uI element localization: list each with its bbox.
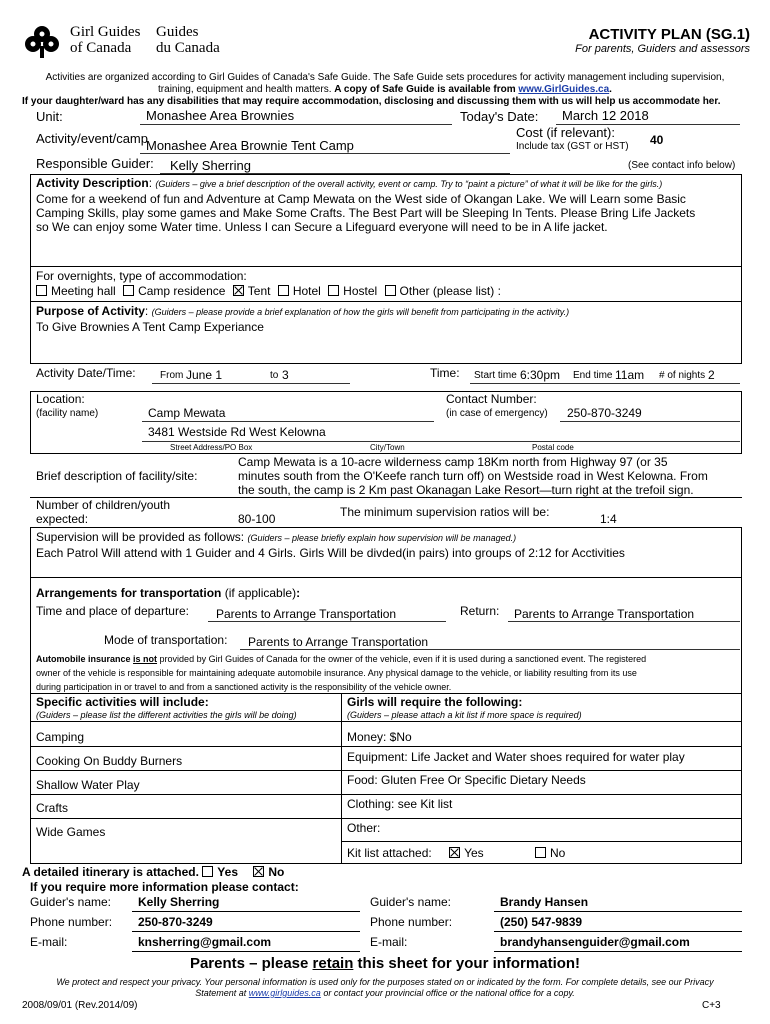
insurance-text-1: provided by Girl Guides of Canada for the owner of the vehicle, even if it is used during a sanctioned event. The registered [159,654,647,664]
itinerary-yes-option[interactable]: Yes [202,865,238,879]
mode-value: Parents to Arrange Transportation [248,635,429,649]
require-label: Girls will require the following: [347,695,523,709]
facility-line-1: Camp Mewata is a 10-acre wilderness camp 18Km north from Highway 97 (or 35 [238,455,668,469]
specific-item-5: Wide Games [36,825,106,839]
guider-value: Kelly Sherring [170,158,251,173]
checkbox-icon[interactable] [385,285,396,296]
itinerary-no-option[interactable]: No [253,865,284,879]
children-label-2: expected: [36,512,89,526]
specific-item-1: Camping [36,730,85,744]
contact-sub: (in case of emergency) [446,408,548,419]
guider1-name: Kelly Sherring [138,895,220,909]
kit-list-label: Kit list attached: [347,846,432,860]
option-other[interactable]: Other (please list) : [385,284,501,298]
description-hint: (Guiders – give a brief description of the overall activity, event or camp. Try to “paint a picture” of what it will be like for the girls.) [155,179,663,189]
itinerary-label: A detailed itinerary is attached. [22,865,199,879]
cost-sub: Include tax (GST or HST) [516,141,629,152]
checkbox-icon[interactable] [328,285,339,296]
checkbox-checked-icon[interactable] [449,847,460,858]
org-name-en-2: of Canada [70,40,132,56]
kit-yes-option[interactable]: Yes [449,846,484,860]
form-version: 2008/09/01 (Rev.2014/09) [22,1000,138,1011]
to-value: 3 [282,368,289,382]
start-value: 6:30pm [520,368,561,382]
nights-label: # of nights [659,370,706,381]
require-item-money: Money: $No [347,730,412,744]
from-value: June 1 [186,368,223,382]
guider1-phone-label: Phone number: [30,915,113,929]
intro-line-3: If your daughter/ward has any disabilities that may require accommodation, disclosing and discussing them with us will help us accommodate her. [22,96,721,107]
nights-value: 2 [708,368,715,382]
insurance-not: is not [133,654,158,664]
accommodation-options [36,284,501,298]
guider2-email[interactable]: brandyhansenguider@gmail.com [500,935,690,949]
intro-line-2-b: A copy of Safe Guide is available from [334,84,516,95]
supervision-label: Supervision will be provided as follows: [36,530,245,544]
contact-label: Contact Number: [446,392,537,406]
ratio-label: The minimum supervision ratios will be: [340,505,550,519]
date-value: March 12 2018 [562,108,649,123]
unit-label: Unit: [36,109,63,124]
guider1-name-label: Guider's name: [30,895,111,909]
description-line-2: Camping Skills, play some games and Make Some Crafts. The Best Part will be Sleeping In Tents. Please Bring Life Jackets [36,206,696,220]
specific-item-3: Shallow Water Play [36,778,140,792]
depart-value: Parents to Arrange Transportation [216,607,397,621]
end-value: 11am [615,368,645,382]
description-line-1: Come for a weekend of fun and Adventure at Camp Mewata on the West side of Okangan Lake. We will Learn some Basic [36,192,686,206]
checkbox-icon[interactable] [36,285,47,296]
org-name-fr-1: Guides [156,24,199,40]
date-label: Today's Date: [460,109,539,124]
return-value: Parents to Arrange Transportation [514,607,695,621]
children-label-1: Number of children/youth [36,498,171,512]
checkbox-checked-icon[interactable] [233,285,244,296]
location-sub: (facility name) [36,408,99,419]
option-camp-residence[interactable]: Camp residence [123,284,225,298]
retain-notice: Parents – please retain this sheet for your information! [189,955,581,972]
checkbox-checked-icon[interactable] [253,866,264,877]
intro-line-2: training, equipment and health matters. A copy of Safe Guide is available from www.GirlGuides.ca. [158,84,612,95]
cost-value: 40 [650,133,664,147]
option-hotel[interactable]: Hotel [278,284,321,298]
safe-guide-link[interactable]: www.GirlGuides.ca [518,84,610,95]
guider1-email[interactable]: knsherring@gmail.com [138,935,272,949]
itinerary-row [22,865,284,879]
transport-label: Arrangements for transportation [36,586,222,600]
purpose-heading: Purpose of Activity: (Guiders – please provide a brief explanation of how the girls will benefit from participating in the activity.) [36,304,570,318]
specific-label: Specific activities will include: [36,695,209,709]
accommodation-label: For overnights, type of accommodation: [36,269,247,283]
guider1-phone: 250-870-3249 [138,915,213,929]
insurance-bold: Automobile insurance [36,654,131,664]
insurance-line-2: owner of the vehicle is responsible for maintaining adequate automobile insurance. Any physical damage to the vehicle, or liability resulting from its use [36,668,637,678]
return-label: Return: [460,604,500,618]
privacy-line-1: We protect and respect your privacy. Your personal information is used only for the purposes stated on or indicated by the form. For complete details, see our Privacy [56,977,714,987]
depart-label: Time and place of departure: [36,604,189,618]
guider-note: (See contact info below) [628,160,736,171]
location-value: Camp Mewata [148,406,226,420]
guider1-email-label: E-mail: [30,935,68,949]
supervision-hint: (Guiders – please briefly explain how supervision will be managed.) [247,533,517,543]
mode-label: Mode of transportation: [104,633,228,647]
intro-line-2-a: training, equipment and health matters. [158,84,332,95]
specific-hint: (Guiders – please list the different activities the girls will be doing) [36,710,297,720]
from-label: From [160,370,184,381]
require-item-equipment: Equipment: Life Jacket and Water shoes required for water play [347,750,685,764]
form-code: C+3 [702,1000,721,1011]
activity-label: Activity/event/camp [36,131,148,146]
description-label: Activity Description [36,176,149,190]
intro-line-1: Activities are organized according to Girl Guides of Canada's Safe Guide. The Safe Guide sets procedures for activity management including supervision, [45,72,725,83]
postal-label: Postal code [532,443,574,452]
to-label: to [270,370,279,381]
description-heading: Activity Description: (Guiders – give a brief description of the overall activity, event or camp. Try to “paint a picture” of what it will be like for the girls.) [36,176,663,190]
cost-label: Cost (if relevant): [516,125,615,140]
page-subtitle: For parents, Guiders and assessors [575,43,750,55]
require-item-food: Food: Gluten Free Or Specific Dietary Needs [347,773,586,787]
transport-label-suffix: (if applicable) [224,586,297,600]
guider2-phone: (250) 547-9839 [500,915,583,929]
checkbox-icon[interactable] [202,866,213,877]
activity-value: Monashee Area Brownie Tent Camp [146,138,354,153]
description-line-3: so We can enjoy some Water time. Unless I can Secure a Lifeguard everyone will need to be in A life jacket. [36,220,608,234]
supervision-heading [36,530,516,544]
kit-list-row [347,846,565,860]
org-name-en-1: Girl Guides [70,24,141,40]
guider2-email-label: E-mail: [370,935,408,949]
purpose-label: Purpose of Activity [36,304,145,318]
checkbox-icon[interactable] [278,285,289,296]
unit-value: Monashee Area Brownies [146,108,295,123]
org-name-fr-2: du Canada [156,40,220,56]
contact-value: 250-870-3249 [567,406,642,420]
children-value: 80-100 [238,512,276,526]
require-item-other: Other: [347,821,381,835]
facility-line-3: the south, the camp is 2 Km past Okanagan Lake Resort—turn right at the trefoil sign. [238,483,694,497]
datetime-label: Activity Date/Time: [36,366,136,380]
option-meeting-hall[interactable]: Meeting hall [36,284,116,298]
guider2-phone-label: Phone number: [370,915,453,929]
insurance-line-1 [36,654,646,664]
ratio-value: 1:4 [600,512,617,526]
option-tent[interactable]: Tent [233,284,271,298]
require-item-clothing: Clothing: see Kit list [347,797,453,811]
kit-no-option[interactable]: No [535,846,565,860]
end-label: End time [573,370,613,381]
guider-label: Responsible Guider: [36,156,154,171]
privacy-line-2: Statement at www.girlguides.ca or contact your provincial office or the national office for a copy. [195,988,575,998]
location-label: Location: [36,392,85,406]
street-label: Street Address/PO Box [170,443,253,452]
require-hint: (Guiders – please attach a kit list if more space is required) [347,710,582,720]
facility-label: Brief description of facility/site: [36,469,198,483]
guider2-name-label: Guider's name: [370,895,451,909]
purpose-hint: (Guiders – please provide a brief explanation of how the girls will benefit from participating in the activity.) [151,307,570,317]
city-label: City/Town [370,443,405,452]
purpose-value: To Give Brownies A Tent Camp Experiance [36,320,264,334]
start-label: Start time [474,370,517,381]
address-value: 3481 Westside Rd West Kelowna [148,425,326,439]
time-label: Time: [430,366,460,380]
page-title: ACTIVITY PLAN (SG.1) [588,26,750,43]
insurance-line-3: during participation in or travel to and from a sanctioned activity is the responsibility of the vehicle owner. [36,682,452,692]
transport-heading: Arrangements for transportation (if applicable): [36,586,301,600]
checkbox-icon[interactable] [123,285,134,296]
guider2-name: Brandy Hansen [500,895,589,909]
trefoil-logo-icon [22,22,62,62]
specific-item-2: Cooking On Buddy Burners [36,754,183,768]
checkbox-icon[interactable] [535,847,546,858]
contact-heading: If you require more information please contact: [30,880,299,894]
supervision-value: Each Patrol Will attend with 1 Guider and 4 Girls. Girls Will be divded(in pairs) into groups of 2:12 for Acctivities [36,546,625,560]
specific-item-4: Crafts [36,801,69,815]
facility-line-2: minutes south from the O'Keefe ranch turn off) on Westside road in West Kelowna. From [238,469,708,483]
option-hostel[interactable]: Hostel [328,284,377,298]
privacy-link[interactable]: www.girlguides.ca [248,988,321,998]
